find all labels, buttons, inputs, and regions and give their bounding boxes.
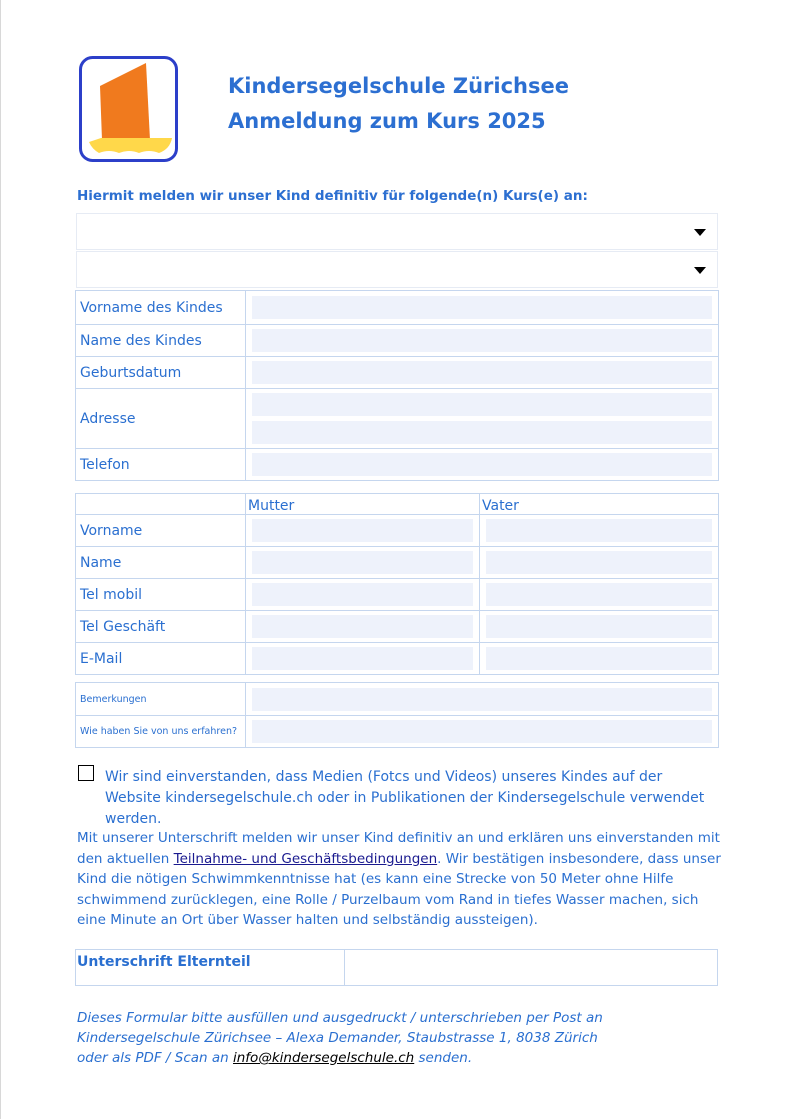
parent-email-label: E-Mail [76, 643, 246, 675]
mother-first-name-field[interactable] [252, 519, 473, 542]
child-birthdate-field[interactable] [252, 361, 712, 384]
chevron-down-icon[interactable] [694, 229, 706, 236]
footer-line-2: Kindersegelschule Zürichsee – Alexa Demander, Staubstrasse 1, 8038 Zürich [77, 1030, 598, 1046]
mother-mobile-field[interactable] [252, 583, 473, 606]
child-first-name-label: Vorname des Kindes [76, 291, 246, 325]
parent-first-name-label: Vorname [76, 515, 246, 547]
course-dropdown-2[interactable] [76, 251, 718, 288]
course-intro-text: Hiermit melden wir unser Kind definitiv für folgende(n) Kurs(e) an: [77, 188, 588, 204]
child-last-name-field[interactable] [252, 329, 712, 352]
child-address-label: Adresse [76, 389, 246, 449]
child-phone-field[interactable] [252, 453, 712, 476]
father-first-name-field[interactable] [486, 519, 712, 542]
mother-business-phone-field[interactable] [252, 615, 473, 638]
father-business-phone-field[interactable] [486, 615, 712, 638]
footer-line-3-pre: oder als PDF / Scan an [77, 1050, 233, 1066]
mother-column-header: Mutter [246, 494, 480, 515]
child-last-name-label: Name des Kindes [76, 325, 246, 357]
father-email-field[interactable] [486, 647, 712, 670]
mother-email-field[interactable] [252, 647, 473, 670]
child-address-line1-field[interactable] [252, 393, 712, 416]
child-address-line2-field[interactable] [252, 421, 712, 444]
mother-last-name-field[interactable] [252, 551, 473, 574]
parent-business-phone-label: Tel Geschäft [76, 611, 246, 643]
remarks-table [75, 682, 719, 748]
father-last-name-field[interactable] [486, 551, 712, 574]
terms-link[interactable]: Teilnahme- und Geschäftsbedingungen [173, 850, 438, 867]
page-edge [0, 0, 1, 1119]
parents-table [75, 493, 719, 675]
footer-line-1: Dieses Formular bitte ausfüllen und ausgedruckt / unterschrieben per Post an [77, 1010, 603, 1026]
footer-line-3-post: senden. [414, 1050, 473, 1066]
child-table [75, 290, 719, 481]
signature-label: Unterschrift Elternteil [77, 954, 251, 970]
remarks-field[interactable] [252, 688, 712, 711]
declaration-text-1: Mit unserer Unterschrift melden wir unser Kind definitiv an und erklären uns einverstanden mit den aktuellen [77, 830, 720, 867]
media-consent-checkbox[interactable] [78, 765, 94, 781]
parent-last-name-label: Name [76, 547, 246, 579]
parent-mobile-label: Tel mobil [76, 579, 246, 611]
father-mobile-field[interactable] [486, 583, 712, 606]
father-column-header: Vater [480, 494, 719, 515]
footer-instructions [77, 1008, 717, 1068]
child-phone-label: Telefon [76, 449, 246, 481]
signature-box [75, 949, 718, 986]
footer-line-3 [77, 1048, 717, 1068]
referral-source-field[interactable] [252, 720, 712, 743]
school-title: Kindersegelschule Zürichsee [228, 74, 569, 98]
referral-source-label: Wie haben Sie von uns erfahren? [76, 716, 246, 748]
child-first-name-field[interactable] [252, 296, 712, 319]
signature-divider [344, 950, 345, 985]
email-link[interactable]: info@kindersegelschule.ch [233, 1050, 415, 1066]
remarks-label: Bemerkungen [76, 683, 246, 716]
sailboat-logo-icon [79, 56, 178, 162]
chevron-down-icon[interactable] [694, 267, 706, 274]
declaration-text-2: . Wir bestätigen insbesondere, dass unser Kind die nötigen Schwimmkenntnisse hat (es kann eine Strecke von 50 Meter ohne Hilfe schwimmend zurücklegen, eine Rolle / Purzelbaum vom Rand in tiefes Wasser machen, sich eine Minute an Ort über Wasser halten und selbständig aussteigen). [77, 850, 721, 928]
form-title: Anmeldung zum Kurs 2025 [228, 109, 546, 133]
media-consent-text: Wir sind einverstanden, dass Medien (Fotcs und Videos) unseres Kindes auf der Website kindersegelschule.ch oder in Publikationen der Kindersegelschule verwendet werden. [105, 769, 705, 827]
course-dropdown-1[interactable] [76, 213, 718, 250]
declaration-paragraph [77, 828, 722, 931]
child-birthdate-label: Geburtsdatum [76, 357, 246, 389]
